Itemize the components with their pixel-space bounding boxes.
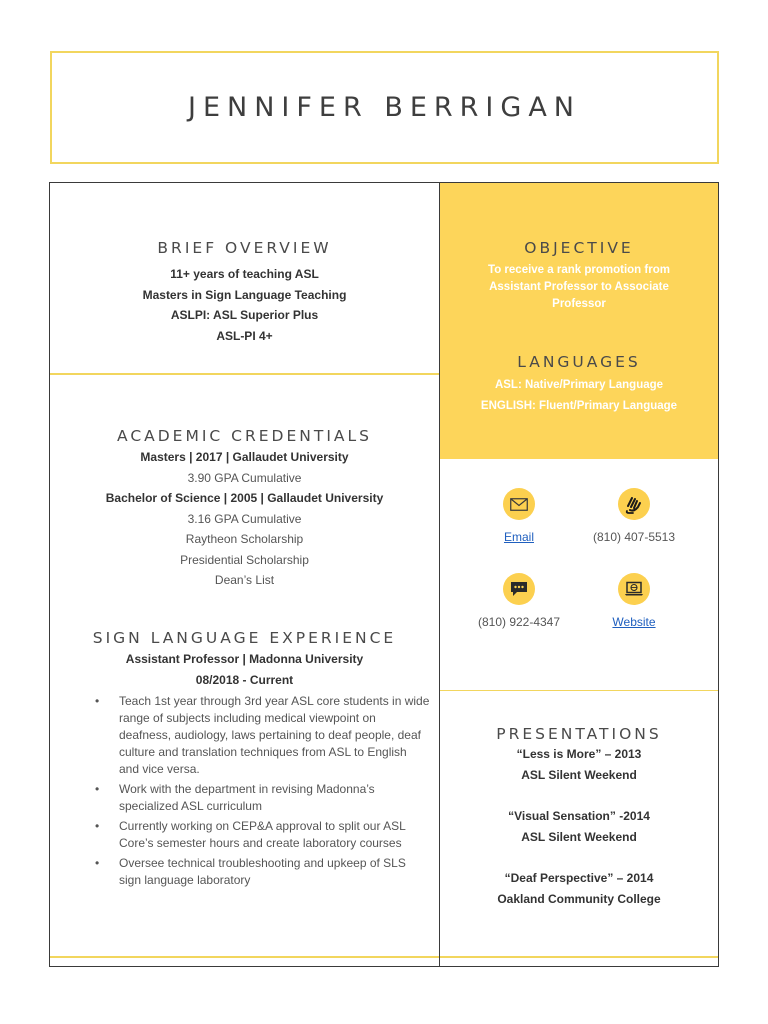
videophone-contact	[574, 488, 694, 544]
languages-section	[440, 353, 718, 416]
sign-language-hands-icon	[618, 488, 650, 520]
degree-line: Bachelor of Science | 2005 | Gallaudet University	[105, 491, 384, 505]
section-divider	[50, 956, 439, 958]
honor-line: Raytheon Scholarship	[185, 532, 304, 546]
section-title: OBJECTIVE	[524, 239, 634, 257]
full-name: JENNIFER BERRIGAN	[188, 92, 581, 123]
honor-line: Presidential Scholarship	[180, 552, 309, 567]
chat-bubble-icon	[503, 573, 535, 605]
yellow-panel	[440, 183, 718, 459]
job-dates: 08/2018 - Current	[195, 672, 294, 687]
presentation-title: “Deaf Perspective” – 2014	[504, 871, 654, 885]
objective-text: To receive a rank promotion from Assistant Professor to Associate Professor	[488, 264, 670, 310]
section-title: ACADEMIC CREDENTIALS	[116, 427, 372, 445]
section-divider	[50, 373, 439, 375]
section-divider	[440, 690, 718, 691]
experience-bullet: • Currently working on CEP&A approval to split our ASL Core’s semester hours and create laboratory courses	[95, 818, 430, 852]
degree-line: Masters | 2017 | Gallaudet University	[140, 450, 349, 464]
presentation-venue: Oakland Community College	[497, 891, 661, 906]
text-contact	[459, 573, 579, 629]
language-line: ENGLISH: Fluent/Primary Language	[480, 399, 678, 412]
presentations-section	[440, 725, 718, 909]
objective-section	[440, 239, 718, 313]
experience-bullet: • Teach 1st year through 3rd year ASL core students in wide range of subjects including medical viewpoint on deafness, audiology, laws pertaining to deaf people, deaf culture and translation techniques from ASL to English and vice versa.	[95, 693, 430, 778]
experience-bullet: • Work with the department in revising Madonna’s specialized ASL curriculum	[95, 781, 430, 815]
honor-line: Dean’s List	[214, 573, 275, 587]
videophone-number: (810) 407-5513	[592, 530, 676, 544]
job-role: Assistant Professor | Madonna University	[125, 652, 364, 666]
email-link[interactable]: Email	[503, 530, 534, 544]
overview-line: ASL-PI 4+	[216, 328, 273, 343]
language-line: ASL: Native/Primary Language	[494, 379, 664, 391]
presentation-venue: ASL Silent Weekend	[521, 767, 637, 782]
sign-language-experience-section	[50, 629, 439, 892]
left-column	[50, 183, 440, 966]
name-header	[50, 51, 719, 164]
section-title: LANGUAGES	[517, 353, 641, 371]
overview-line: Masters in Sign Language Teaching	[142, 287, 347, 302]
gpa-line: 3.16 GPA Cumulative	[187, 511, 302, 526]
section-title: BRIEF OVERVIEW	[157, 239, 332, 257]
overview-line: 11+ years of teaching ASL	[170, 267, 319, 281]
envelope-icon[interactable]	[503, 488, 535, 520]
text-number: (810) 922-4347	[477, 615, 561, 629]
presentation-title: “Visual Sensation” -2014	[508, 809, 650, 823]
website-link[interactable]: Website	[612, 615, 656, 629]
gpa-line: 3.90 GPA Cumulative	[187, 470, 302, 485]
presentation-venue: ASL Silent Weekend	[521, 829, 637, 844]
brief-overview-section	[50, 239, 439, 346]
experience-bullets	[50, 693, 430, 889]
right-column	[440, 183, 718, 966]
section-title: PRESENTATIONS	[496, 725, 662, 743]
laptop-globe-icon[interactable]	[618, 573, 650, 605]
experience-bullet: • Oversee technical troubleshooting and upkeep of SLS sign language laboratory	[95, 855, 430, 889]
section-divider	[440, 956, 718, 958]
overview-line: ASLPI: ASL Superior Plus	[170, 308, 319, 322]
section-title: SIGN LANGUAGE EXPERIENCE	[92, 629, 397, 647]
presentation-title: “Less is More” – 2013	[516, 747, 642, 761]
academic-credentials-section	[50, 427, 439, 591]
email-contact	[459, 488, 579, 544]
website-contact	[574, 573, 694, 629]
resume-body	[49, 182, 719, 967]
